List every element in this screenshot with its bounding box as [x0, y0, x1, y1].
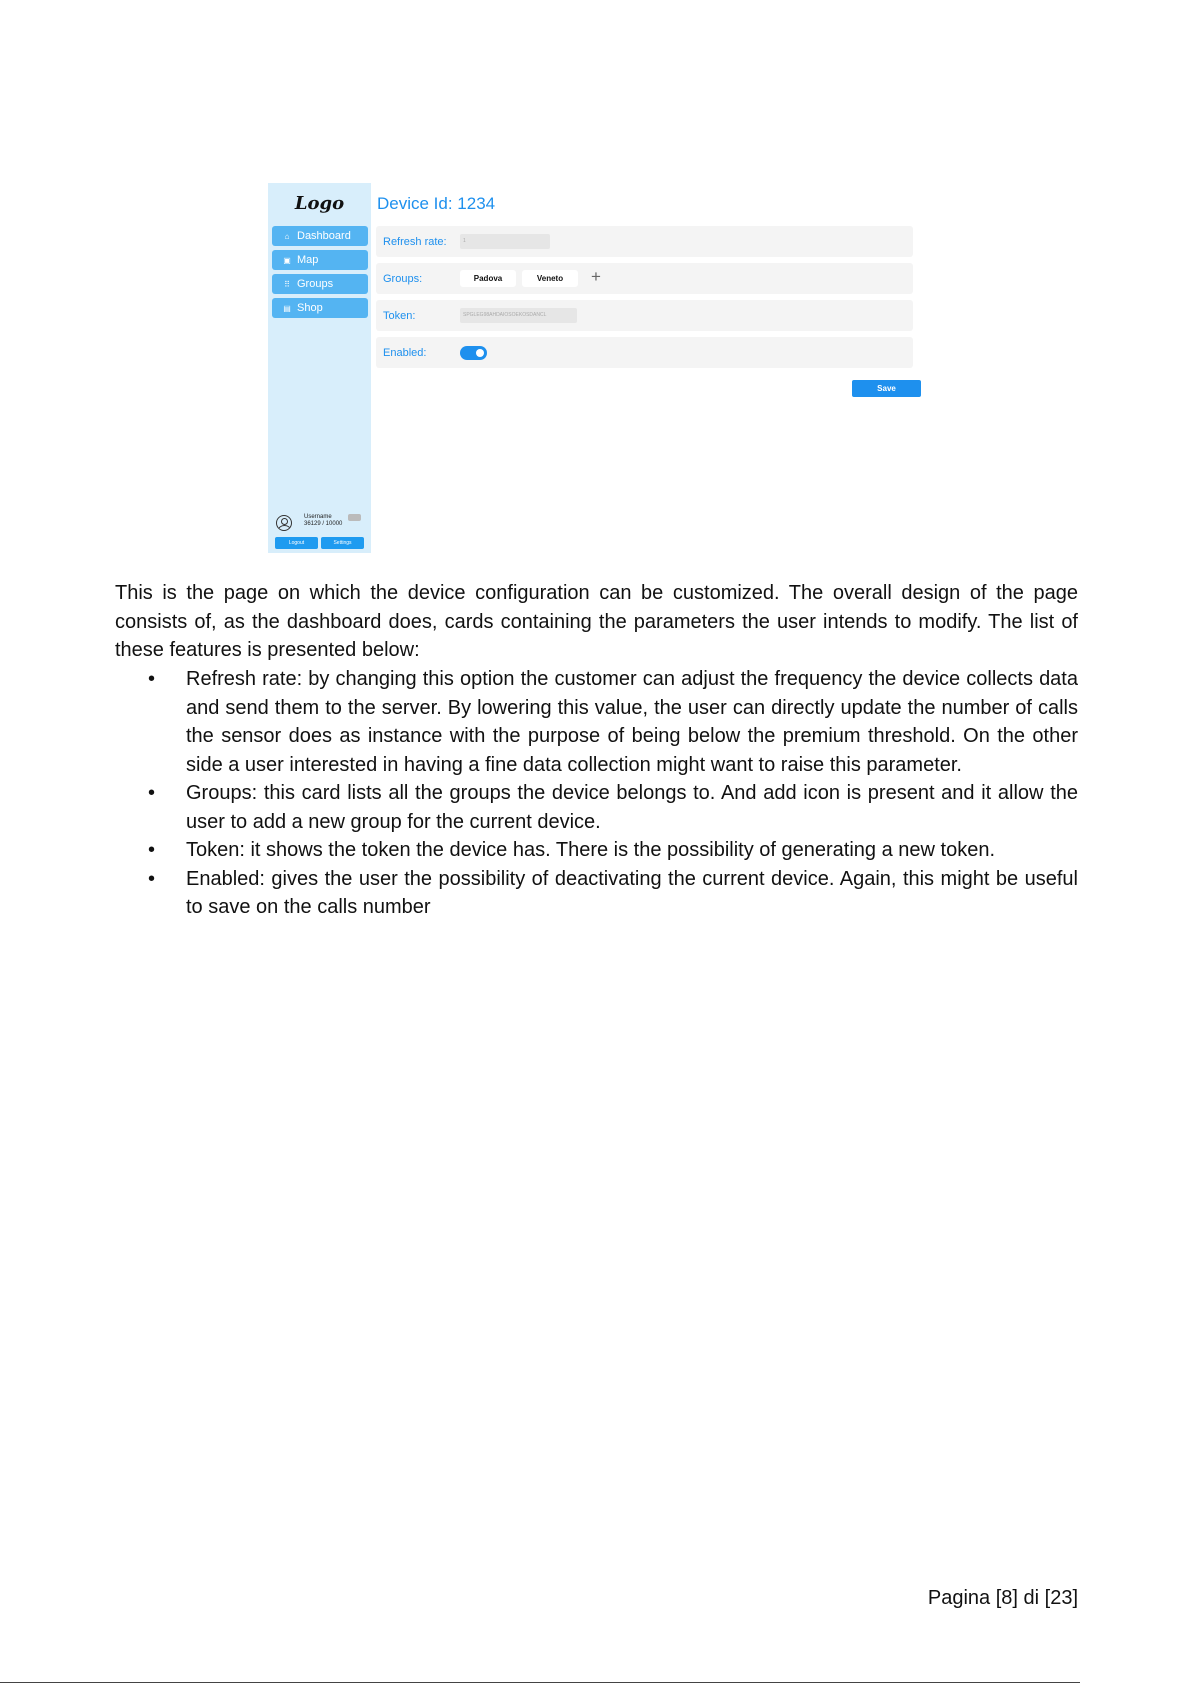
save-button[interactable]: Save	[852, 380, 921, 397]
refresh-rate-label: Refresh rate:	[383, 236, 447, 248]
settings-button[interactable]: Settings	[321, 537, 364, 549]
token-card	[376, 300, 913, 331]
shop-icon: ▤	[283, 304, 291, 313]
page-title: Device Id: 1234	[377, 194, 496, 213]
list-item	[115, 836, 1078, 865]
enabled-toggle[interactable]	[460, 346, 487, 360]
sidebar-item-shop[interactable]	[272, 298, 368, 318]
groups-card	[376, 263, 913, 294]
list-item-text: Refresh rate: by changing this option the customer can adjust the frequency the device collects data and send them to the server. By lowering this value, the user can directly update the number of calls the sensor does as instance with the purpose of being below the premium threshold. On the other side a user interested in having a fine data collection might want to raise this parameter.	[186, 668, 1078, 776]
list-item-text: Groups: this card lists all the groups the device belongs to. And add icon is present and it allow the user to add a new group for the current device.	[186, 782, 1078, 833]
home-icon: ⌂	[284, 232, 290, 241]
premium-badge	[348, 514, 361, 521]
refresh-rate-card	[376, 226, 913, 257]
group-chip[interactable]: Padova	[460, 270, 516, 287]
list-item	[115, 865, 1078, 922]
sidebar-item-label: Dashboard	[297, 230, 351, 242]
toggle-knob	[476, 349, 484, 357]
logout-button[interactable]: Logout	[275, 537, 318, 549]
bullet-icon: •	[148, 867, 156, 890]
refresh-rate-input[interactable]: 1	[460, 234, 550, 249]
sidebar-item-label: Map	[297, 254, 319, 266]
sidebar-item-groups[interactable]	[272, 274, 368, 294]
bullet-icon: •	[148, 668, 156, 690]
sidebar	[268, 183, 371, 553]
page-number: Pagina [8] di [23]	[927, 1587, 1078, 1609]
list-item-text: Token: it shows the token the device has. There is the possibility of generating a new token.	[186, 839, 995, 861]
enabled-card	[376, 337, 913, 368]
enabled-label: Enabled:	[383, 347, 427, 359]
intro-paragraph: This is the page on which the device configuration can be customized. The overall design of the page consists of, as the dashboard does, cards containing the parameters the user intends to modify. The list of these features is presented below:	[115, 582, 1078, 661]
map-icon: ▣	[283, 256, 291, 265]
list-item	[115, 665, 1078, 779]
sidebar-item-label: Shop	[297, 302, 323, 314]
avatar-icon	[276, 515, 292, 531]
sidebar-item-map[interactable]	[272, 250, 368, 270]
sidebar-item-dashboard[interactable]	[272, 226, 368, 246]
logo: Logo	[294, 193, 345, 214]
user-info	[276, 514, 368, 536]
feature-list	[115, 665, 1078, 922]
device-config-screenshot	[268, 183, 915, 553]
username: Username	[304, 514, 332, 520]
token-label: Token:	[383, 310, 416, 322]
list-item	[115, 779, 1078, 836]
group-chip[interactable]: Veneto	[522, 270, 578, 287]
calls-counter: 36129 / 10000	[304, 521, 343, 527]
groups-label: Groups:	[383, 273, 423, 285]
bullet-icon: •	[148, 839, 156, 861]
bullet-icon: •	[148, 782, 156, 804]
list-item-text: Enabled: gives the user the possibility of deactivating the current device. Again, this might be useful to save on the calls number	[186, 867, 1078, 918]
groups-icon: ⠿	[284, 280, 290, 289]
bottom-divider	[0, 1682, 1080, 1683]
add-group-icon[interactable]: +	[591, 267, 601, 286]
token-field[interactable]: SPGLEG98AHDAIOSOEKOSDANCL	[460, 308, 577, 323]
sidebar-item-label: Groups	[297, 278, 334, 290]
